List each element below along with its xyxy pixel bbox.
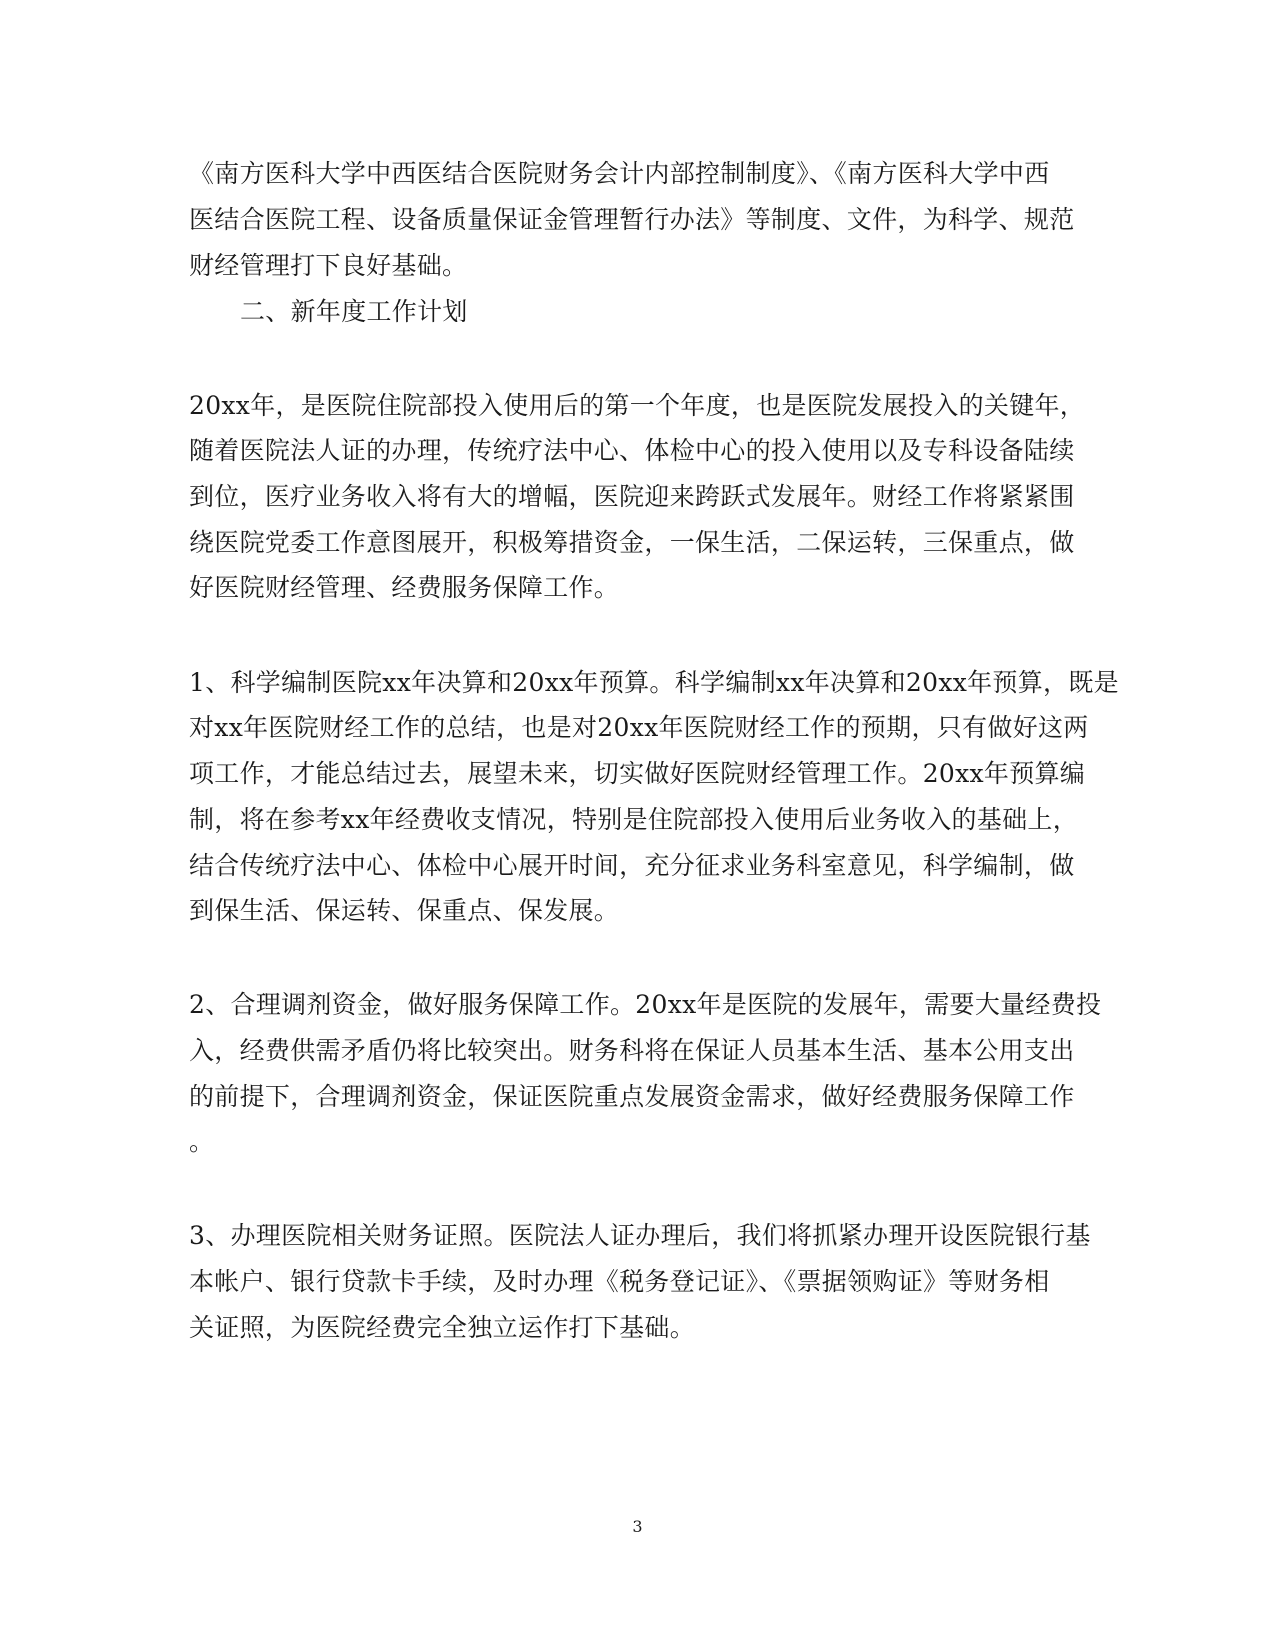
overview-line-2: 随着医院法人证的办理，传统疗法中心、体检中心的投入使用以及专科设备陆续: [189, 436, 1075, 465]
item-1-line-1: 1、科学编制医院xx年决算和20xx年预算。科学编制xx年决算和20xx年预算，既是: [189, 668, 1119, 697]
item-2-line-3: 的前提下，合理调剂资金，保证医院重点发展资金需求，做好经费服务保障工作: [189, 1082, 1075, 1111]
page-number: 3: [632, 1517, 643, 1536]
item-2-line-1: 2、合理调剂资金，做好服务保障工作。20xx年是医院的发展年，需要大量经费投: [189, 990, 1102, 1019]
item-1-line-5: 结合传统疗法中心、体检中心展开时间，充分征求业务科室意见，科学编制，做: [189, 851, 1075, 880]
overview-line-3: 到位，医疗业务收入将有大的增幅，医院迎来跨跃式发展年。财经工作将紧紧围: [189, 482, 1075, 511]
item-3-line-3: 关证照，为医院经费完全独立运作打下基础。: [189, 1313, 696, 1342]
item-1-line-3: 项工作，才能总结过去，展望未来，切实做好医院财经管理工作。20xx年预算编: [189, 759, 1086, 788]
item-1-line-2: 对xx年医院财经工作的总结，也是对20xx年医院财经工作的预期，只有做好这两: [189, 713, 1089, 742]
overview-line-1: 20xx年，是医院住院部投入使用后的第一个年度，也是医院发展投入的关键年，: [189, 391, 1086, 420]
overview-line-4: 绕医院党委工作意图展开，积极筹措资金，一保生活，二保运转，三保重点，做: [189, 528, 1075, 557]
intro-line-3: 财经管理打下良好基础。: [189, 251, 468, 280]
item-2-line-2: 入，经费供需矛盾仍将比较突出。财务科将在保证人员基本生活、基本公用支出: [189, 1036, 1075, 1065]
item-1-line-6: 到保生活、保运转、保重点、保发展。: [189, 896, 620, 925]
item-3-line-1: 3、办理医院相关财务证照。医院法人证办理后，我们将抓紧办理开设医院银行基: [189, 1221, 1091, 1250]
section-heading: 二、新年度工作计划: [240, 297, 468, 326]
intro-line-2: 医结合医院工程、设备质量保证金管理暂行办法》等制度、文件，为科学、规范: [189, 205, 1075, 234]
intro-line-1: 《南方医科大学中西医结合医院财务会计内部控制制度》、《南方医科大学中西: [189, 159, 1050, 188]
overview-line-5: 好医院财经管理、经费服务保障工作。: [189, 573, 620, 602]
item-1-line-4: 制，将在参考xx年经费收支情况，特别是住院部投入使用后业务收入的基础上，: [189, 805, 1079, 834]
item-3-line-2: 本帐户、银行贷款卡手续，及时办理《税务登记证》、《票据领购证》等财务相: [189, 1267, 1050, 1296]
item-2-line-4: 。: [189, 1127, 215, 1156]
